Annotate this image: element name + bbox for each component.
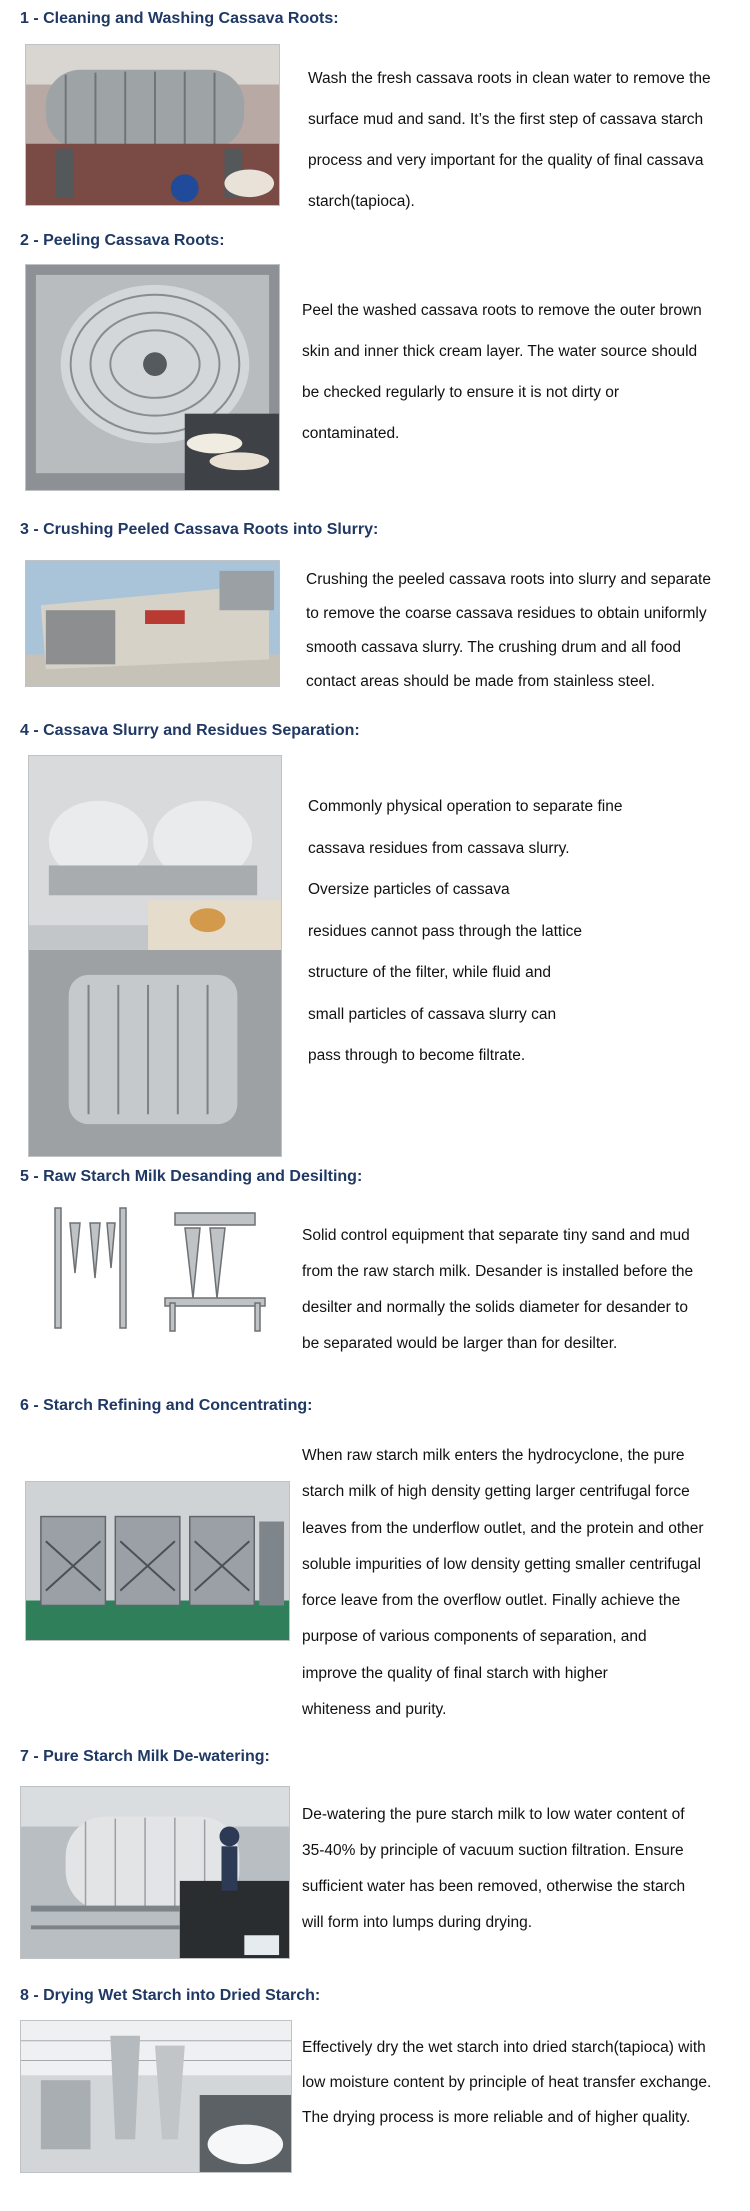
- refining-station-photo: [25, 1481, 290, 1641]
- crusher-photo: [25, 560, 280, 687]
- flash-dryer-photo: [20, 2020, 292, 2173]
- section-7-title: 7 - Pure Starch Milk De-watering:: [20, 1748, 270, 1765]
- section-1-description: Wash the fresh cassava roots in clean water to remove the surface mud and sand. It’s the first step of cassava starch process and very important for the quality of final cassava starch(tapioca).: [308, 70, 711, 210]
- section-3-description: Crushing the peeled cassava roots into slurry and separate to remove the coarse cassava residues to obtain uniformly smooth cassava slurry. The crushing drum and all food contact areas should be made from stainless steel.: [306, 571, 711, 690]
- section-8-title: 8 - Drying Wet Starch into Dried Starch:: [20, 1987, 321, 2004]
- section-1-title: 1 - Cleaning and Washing Cassava Roots:: [20, 10, 339, 27]
- section-8-description: Effectively dry the wet starch into dried starch(tapioca) with low moisture content by principle of heat transfer exchange. The drying process is more reliable and of higher quality.: [302, 2039, 712, 2126]
- separation-sieves-photo: [28, 755, 282, 1157]
- section-4-title: 4 - Cassava Slurry and Residues Separation:: [20, 722, 360, 739]
- desander-photo: [45, 1203, 275, 1333]
- section-5-title: 5 - Raw Starch Milk Desanding and Desilting:: [20, 1168, 363, 1185]
- section-6-description: When raw starch milk enters the hydrocyclone, the pure starch milk of high density getting larger centrifugal force leaves from the underflow outlet, and the protein and other soluble impurities of low density getting smaller centrifugal force leave from the overflow outlet. Finally achieve the purpose of various components of separation, and improve the quality of final starch with higher whiteness and purity.: [302, 1447, 704, 1719]
- peeling-machine-photo: [25, 264, 280, 491]
- section-5-description: Solid control equipment that separate tiny sand and mud from the raw starch milk. Desander is installed before the desilter and normally the solids diameter for desander to be separated would be larger than for desilter.: [302, 1227, 694, 1352]
- section-7-description: De-watering the pure starch milk to low water content of 35-40% by principle of vacuum suction filtration. Ensure sufficient water has been removed, otherwise the starch will form into lumps during drying.: [302, 1806, 686, 1931]
- section-4-description: Commonly physical operation to separate fine cassava residues from cassava slurry. Oversize particles of cassava residues cannot pass through the lattice structure of the filter, while fluid and small particles of cassava slurry can pass through to become filtrate.: [308, 798, 623, 1064]
- section-2-description: Peel the washed cassava roots to remove the outer brown skin and inner thick cream layer. The water source should be checked regularly to ensure it is not dirty or contaminated.: [302, 302, 702, 442]
- washing-machine-photo: [25, 44, 280, 206]
- vacuum-filter-photo: [20, 1786, 290, 1959]
- section-6-title: 6 - Starch Refining and Concentrating:: [20, 1397, 313, 1414]
- section-2-title: 2 - Peeling Cassava Roots:: [20, 232, 225, 249]
- section-3-title: 3 - Crushing Peeled Cassava Roots into Slurry:: [20, 521, 379, 538]
